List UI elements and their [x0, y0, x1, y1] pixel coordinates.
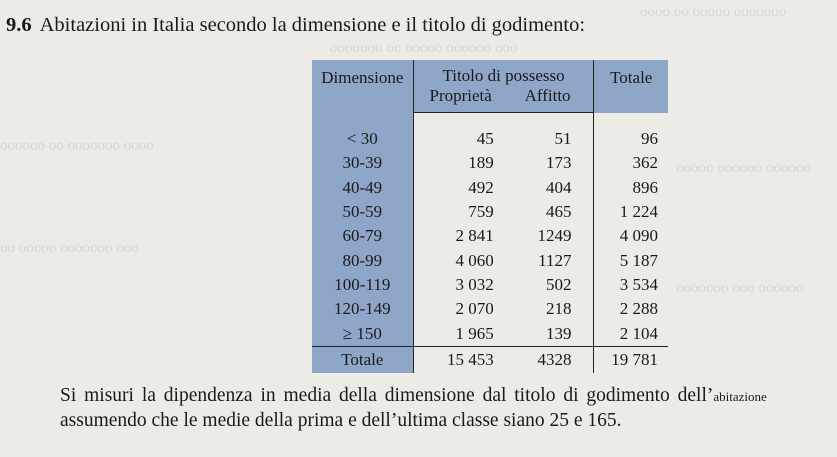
bleed-through-text: ooo ooooooo ooooo oo — [0, 240, 139, 256]
cell-rent: 218 — [502, 297, 594, 321]
bleed-through-text: ooooooo ooooo oo oooo — [640, 4, 787, 20]
cell-total: 1 224 — [619, 202, 658, 222]
cell-dimension: 50-59 — [312, 200, 413, 224]
cell-ownership: 45 — [476, 129, 494, 149]
cell-dimension: 60-79 — [312, 224, 413, 248]
cell-ownership: 189 — [468, 153, 494, 173]
housing-table — [312, 60, 668, 368]
problem-title: Abitazioni in Italia secondo la dimensione e il titolo di godimento: — [39, 14, 586, 36]
problem-heading — [6, 14, 585, 37]
cell-grand-total: 19 781 — [594, 346, 668, 373]
col-header-ownership: Proprietà — [413, 86, 502, 113]
cell-ownership: 2 070 — [455, 299, 494, 319]
problem-number: 9.6 — [6, 14, 32, 36]
cell-dimension: < 30 — [312, 125, 413, 151]
exercise-line-1: Si misuri la dipendenza in media della dimensione dal titolo di godimento dell’abitazione — [60, 385, 767, 406]
cell-total: 3 534 — [619, 274, 658, 294]
col-header-total: Totale — [594, 60, 668, 113]
cell-ownership: 492 — [468, 177, 494, 197]
cell-ownership: 2 841 — [455, 226, 494, 246]
cell-rent: 1249 — [502, 224, 594, 248]
table-row — [312, 200, 668, 224]
cell-rent: 1127 — [502, 248, 594, 272]
cell-ownership: 3 032 — [455, 274, 494, 294]
cell-dimension: 120-149 — [312, 297, 413, 321]
table-row — [312, 125, 668, 151]
cell-dimension: 40-49 — [312, 176, 413, 200]
table-row — [312, 321, 668, 346]
cell-total: 5 187 — [619, 250, 658, 270]
cell-rent: 51 — [502, 125, 594, 151]
cell-ownership: 1 965 — [455, 323, 494, 343]
cell-rent: 502 — [502, 273, 594, 297]
table-row — [312, 248, 668, 272]
cell-rent: 404 — [502, 176, 594, 200]
table-body — [312, 113, 668, 373]
bleed-through-text: ooo oooooo ooooo oo ooooooo — [330, 40, 518, 56]
col-header-dimension: Dimensione — [312, 60, 413, 113]
table-row — [312, 176, 668, 200]
cell-total: 896 — [632, 177, 658, 197]
table-row — [312, 273, 668, 297]
cell-ownership: 4 060 — [455, 250, 494, 270]
cell-dimension: 30-39 — [312, 151, 413, 175]
table-row — [312, 151, 668, 175]
cell-rent: 465 — [502, 200, 594, 224]
data-table — [312, 60, 668, 373]
cell-ownership: 759 — [468, 202, 494, 222]
cell-total: 362 — [632, 153, 658, 173]
bleed-through-text: oooo ooooooo oo oooooo — [0, 138, 154, 154]
table-row — [312, 224, 668, 248]
bleed-through-text: oooooo oooooo ooooo — [676, 160, 811, 176]
cell-total-label: Totale — [312, 346, 413, 373]
cell-rent: 139 — [502, 321, 594, 346]
cell-rent: 173 — [502, 151, 594, 175]
cell-dimension: 80-99 — [312, 248, 413, 272]
cell-total: 2 288 — [619, 299, 658, 319]
cell-dimension: ≥ 150 — [312, 321, 413, 346]
cell-dimension: 100-119 — [312, 273, 413, 297]
bleed-through-text: oooooo ooo ooooooo — [676, 280, 804, 296]
cell-total: 2 104 — [619, 323, 658, 343]
cell-total-ownership: 15 453 — [413, 346, 502, 373]
cell-total: 4 090 — [619, 226, 658, 246]
exercise-line-2: assumendo che le medie della prima e dell’ultima classe siano 25 e 165. — [60, 410, 622, 431]
table-row — [312, 297, 668, 321]
col-header-rent: Affitto — [502, 86, 594, 113]
total-row — [312, 346, 668, 373]
cell-total: 96 — [641, 129, 658, 149]
exercise-text — [60, 384, 830, 433]
cell-total-rent: 4328 — [502, 346, 594, 373]
col-header-title-group: Titolo di possesso — [413, 60, 594, 86]
